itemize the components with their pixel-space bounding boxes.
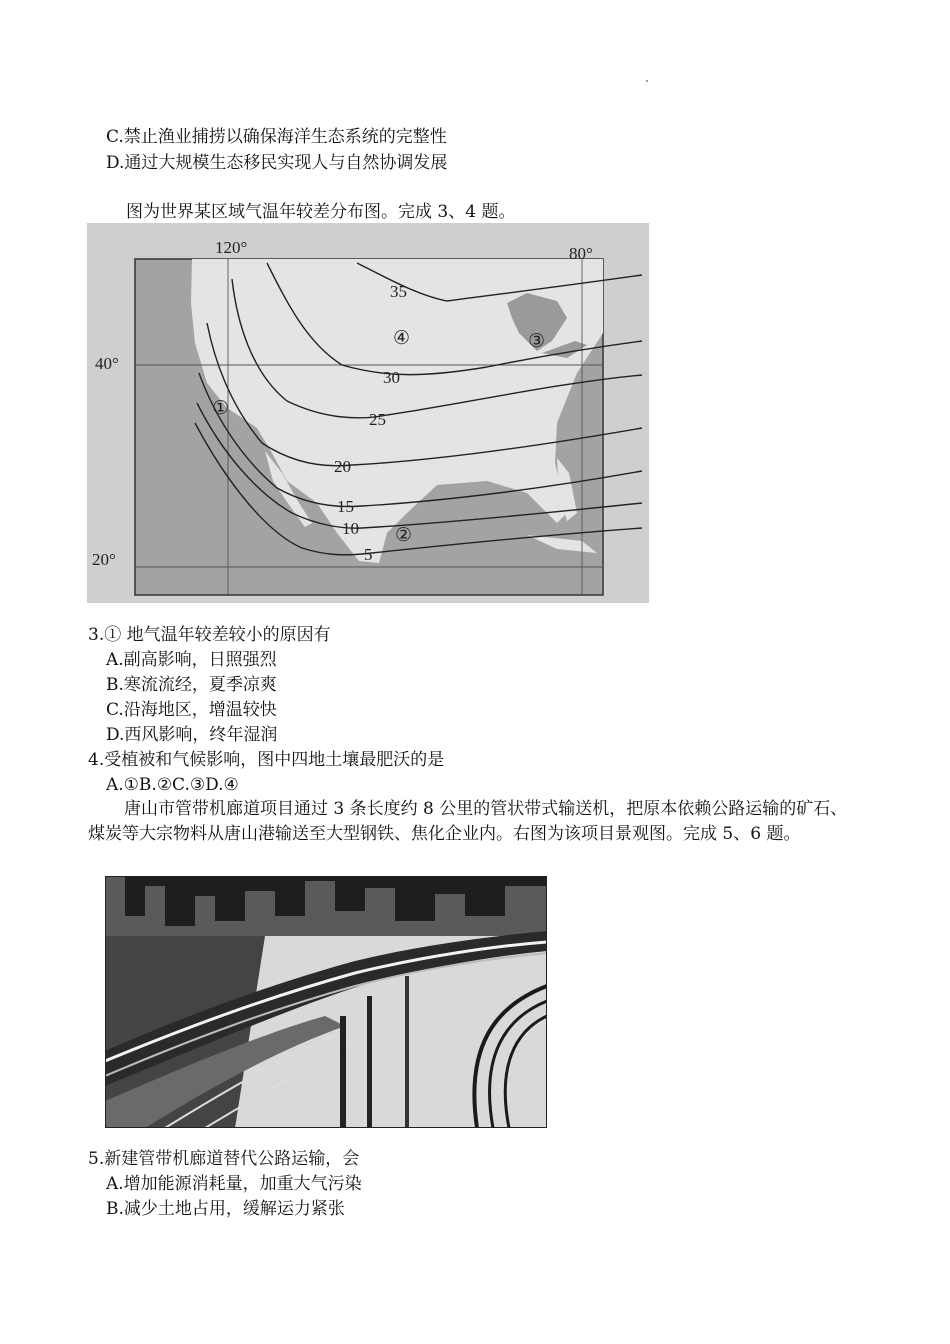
isotherm-label: 35: [390, 282, 407, 301]
option-5b: B.减少土地占用，缓解运力紧张: [106, 1199, 345, 1219]
intro-3-4: 图为世界某区域气温年较差分布图。完成 3、4 题。: [126, 202, 516, 222]
option-3c: C.沿海地区，增温较快: [106, 700, 277, 720]
option-3d: D.西风影响，终年湿润: [106, 725, 278, 745]
site-marker-3: ③: [528, 330, 546, 352]
option-3b: B.寒流流经，夏季凉爽: [106, 675, 277, 695]
isotherm-label: 15: [337, 497, 354, 516]
isotherm-label: 5: [364, 545, 373, 564]
option-3a: A.副高影响，日照强烈: [106, 650, 277, 670]
lat-label-20: 20°: [92, 550, 116, 569]
site-marker-1: ①: [212, 397, 230, 419]
options-4: A.①B.②C.③D.④: [106, 775, 239, 795]
isotherm-label: 10: [342, 519, 359, 538]
question-3: 3.① 地气温年较差较小的原因有: [88, 625, 331, 645]
pipe-belt-corridor-photo: [105, 876, 547, 1128]
lon-label-120: 120°: [215, 238, 248, 257]
temperature-range-map: [87, 223, 649, 603]
isotherm-label: 30: [383, 368, 400, 387]
scan-speck: [646, 80, 648, 82]
isotherm-label: 20: [334, 457, 351, 476]
option-2d: D.通过大规模生态移民实现人与自然协调发展: [106, 153, 448, 173]
option-2c: C.禁止渔业捕捞以确保海洋生态系统的完整性: [106, 127, 447, 147]
option-5a: A.增加能源消耗量，加重大气污染: [106, 1174, 362, 1194]
site-marker-4: ④: [393, 327, 411, 349]
question-5: 5.新建管带机廊道替代公路运输，会: [88, 1149, 360, 1169]
question-4: 4.受植被和气候影响，图中四地土壤最肥沃的是: [88, 750, 445, 770]
isotherm-label: 25: [369, 410, 386, 429]
site-marker-2: ②: [395, 524, 413, 546]
intro-5-6: 唐山市管带机廊道项目通过 3 条长度约 8 公里的管状带式输送机，把原本依赖公路运输的矿石、煤炭等大宗物料从唐山港输送至大型钢铁、焦化企业内。右图为该项目景观图。完成 5、6 题。: [88, 799, 848, 844]
lon-label-80: 80°: [569, 244, 593, 263]
lat-label-40: 40°: [95, 354, 119, 373]
